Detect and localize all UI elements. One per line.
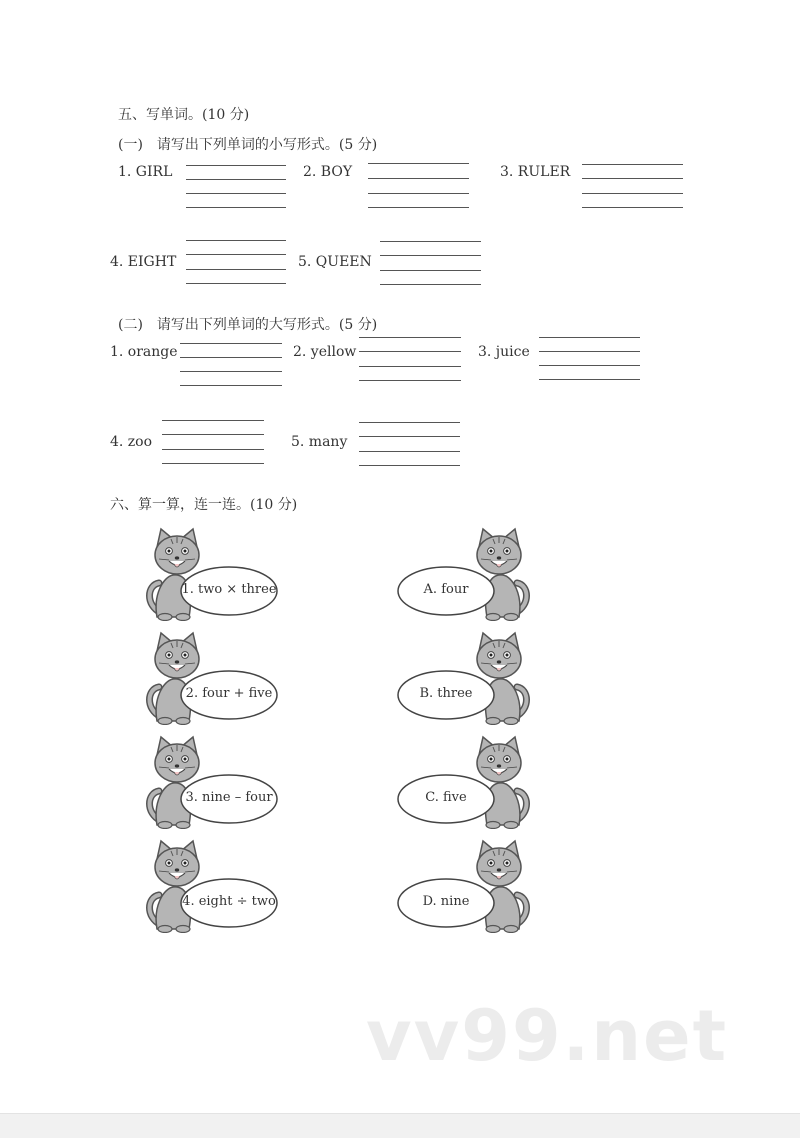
- cat-icon: [143, 837, 280, 933]
- left-expression-4: 4. eight ÷ two: [182, 894, 276, 909]
- writing-lines-boy[interactable]: [368, 163, 469, 209]
- bottom-bar: [0, 1113, 800, 1138]
- left-expression-2: 2. four + five: [185, 686, 273, 701]
- right-answer-c: C. five: [425, 790, 467, 805]
- left-expression-3: 3. nine – four: [185, 790, 273, 805]
- word-girl: 1. GIRL: [118, 164, 173, 180]
- cat-icon: [143, 629, 280, 725]
- cat-icon: [396, 733, 533, 829]
- writing-lines-juice[interactable]: [539, 337, 640, 381]
- part1-title: (一) 请写出下列单词的小写形式。(5 分): [118, 137, 378, 153]
- word-zoo: 4. zoo: [110, 434, 153, 450]
- word-boy: 2. BOY: [303, 164, 353, 180]
- section6-title: 六、算一算，连一连。(10 分): [110, 497, 298, 513]
- right-panel-c[interactable]: [396, 733, 533, 829]
- writing-lines-many[interactable]: [359, 422, 460, 468]
- word-eight: 4. EIGHT: [110, 254, 177, 270]
- cat-icon: [396, 525, 533, 621]
- writing-lines-yellow[interactable]: [359, 337, 461, 383]
- watermark: vv99.net: [366, 995, 729, 1077]
- writing-lines-eight[interactable]: [186, 240, 286, 286]
- right-panel-a[interactable]: [396, 525, 533, 621]
- word-queen: 5. QUEEN: [298, 254, 372, 270]
- right-answer-d: D. nine: [422, 894, 470, 909]
- writing-lines-queen[interactable]: [380, 241, 481, 287]
- left-panel-2[interactable]: [143, 629, 280, 725]
- word-yellow: 2. yellow: [293, 344, 357, 360]
- right-answer-b: B. three: [419, 686, 473, 701]
- cat-icon: [396, 629, 533, 725]
- cat-icon: [143, 733, 280, 829]
- left-panel-3[interactable]: [143, 733, 280, 829]
- left-panel-4[interactable]: [143, 837, 280, 933]
- writing-lines-girl[interactable]: [186, 165, 286, 209]
- word-orange: 1. orange: [110, 344, 178, 360]
- cat-icon: [143, 525, 280, 621]
- section5-title: 五、写单词。(10 分): [118, 107, 250, 123]
- writing-lines-orange[interactable]: [180, 343, 282, 387]
- right-answer-a: A. four: [423, 582, 469, 597]
- right-panel-b[interactable]: [396, 629, 533, 725]
- right-panel-d[interactable]: [396, 837, 533, 933]
- part2-title: (二) 请写出下列单词的大写形式。(5 分): [118, 317, 378, 333]
- writing-lines-zoo[interactable]: [162, 420, 264, 466]
- word-juice: 3. juice: [478, 344, 530, 360]
- word-many: 5. many: [291, 434, 348, 450]
- left-panel-1[interactable]: [143, 525, 280, 621]
- writing-lines-ruler[interactable]: [582, 164, 683, 210]
- cat-icon: [396, 837, 533, 933]
- left-expression-1: 1. two × three: [181, 582, 277, 597]
- word-ruler: 3. RULER: [500, 164, 571, 180]
